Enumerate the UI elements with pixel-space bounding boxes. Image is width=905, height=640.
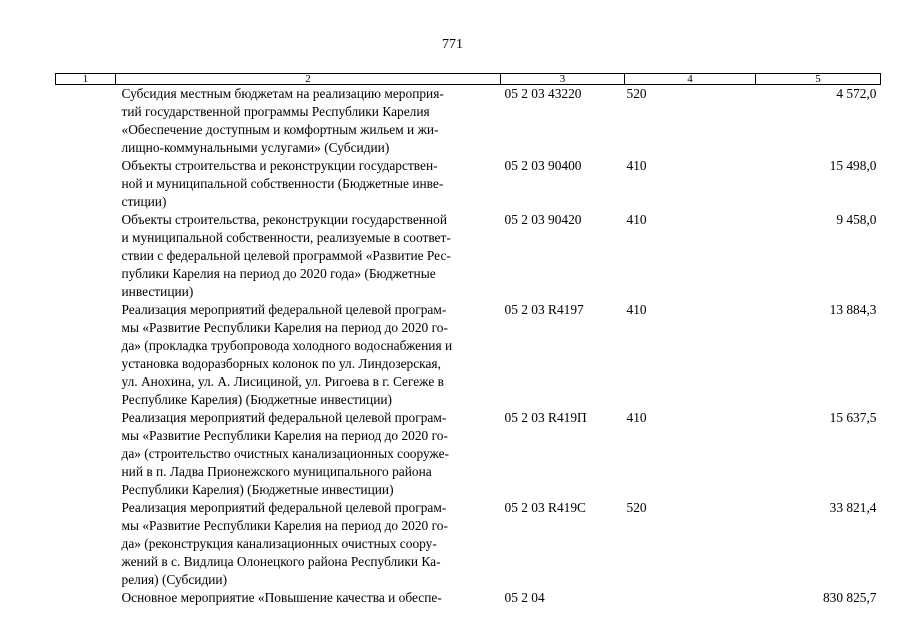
description-line: ной и муниципальной собственности (Бюджетные инве- — [121, 176, 444, 191]
table-row — [56, 211, 881, 301]
description-line: жений в с. Видлица Олонецкого района Республики Ка- — [121, 554, 441, 569]
row-amount: 4 572,0 — [836, 86, 877, 101]
row-description — [116, 589, 501, 607]
row-amount: 830 825,7 — [822, 590, 877, 605]
row-code: 05 2 03 90400 — [504, 158, 582, 173]
description-line: установка водоразборных колонок по ул. Линдозерская, — [121, 356, 441, 371]
row-amount: 9 458,0 — [836, 212, 877, 227]
table-row — [56, 409, 881, 499]
row-code: 05 2 03 90420 — [504, 212, 582, 227]
description-line: мы «Развитие Республики Карелия на период до 2020 го- — [121, 428, 448, 443]
description-line: лищно-коммунальными услугами» (Субсидии) — [121, 140, 390, 155]
row-expense-type: 410 — [626, 302, 647, 317]
row-expense-type: 410 — [626, 212, 647, 227]
table-row — [56, 301, 881, 409]
column-header-4: 4 — [625, 74, 756, 85]
table-row — [56, 157, 881, 211]
row-code: 05 2 03 R419С — [504, 500, 586, 515]
row-code: 05 2 03 R4197 — [504, 302, 584, 317]
row-amount: 13 884,3 — [829, 302, 877, 317]
description-line: мы «Развитие Республики Карелия на период до 2020 го- — [121, 320, 448, 335]
column-header-1: 1 — [56, 74, 116, 85]
row-number-cell — [56, 589, 116, 607]
description-line: тий государственной программы Республики Карелия — [121, 104, 430, 119]
description-line: ствии с федеральной целевой программой «Развитие Рес- — [121, 248, 451, 263]
description-line: публики Карелия на период до 2020 года» (Бюджетные — [121, 266, 436, 281]
description-line: и муниципальной собственности, реализуемые в соответ- — [121, 230, 451, 245]
row-amount: 15 498,0 — [829, 158, 877, 173]
description-line: Объекты строительства и реконструкции государствен- — [121, 158, 438, 173]
row-description — [116, 409, 501, 499]
row-number-cell — [56, 409, 116, 499]
description-line: да» (реконструкция канализационных очистных соору- — [121, 536, 437, 551]
column-header-5: 5 — [756, 74, 881, 85]
row-description — [116, 157, 501, 211]
description-line: Субсидия местным бюджетам на реализацию мероприя- — [121, 86, 444, 101]
description-line: Республике Карелия) (Бюджетные инвестиции) — [121, 392, 392, 407]
row-number-cell — [56, 499, 116, 589]
description-line: Объекты строительства, реконструкции государственной — [121, 212, 448, 227]
table-row — [56, 499, 881, 589]
table-row — [56, 589, 881, 607]
description-line: да» (прокладка трубопровода холодного водоснабжения и — [121, 338, 453, 353]
row-code: 05 2 03 43220 — [504, 86, 582, 101]
description-line: да» (строительство очистных канализационных сооруже- — [121, 446, 449, 461]
table-row — [56, 85, 881, 158]
row-expense-type: 410 — [626, 410, 647, 425]
row-amount: 33 821,4 — [829, 500, 877, 515]
budget-table — [55, 73, 881, 607]
row-expense-type — [625, 589, 756, 607]
page-number: 771 — [442, 37, 463, 52]
row-description — [116, 211, 501, 301]
column-header-3: 3 — [501, 74, 625, 85]
description-line: Реализация мероприятий федеральной целевой програм- — [121, 302, 447, 317]
description-line: Республики Карелия) (Бюджетные инвестиции) — [121, 482, 394, 497]
row-number-cell — [56, 211, 116, 301]
row-amount: 15 637,5 — [829, 410, 877, 425]
row-number-cell — [56, 301, 116, 409]
row-description — [116, 301, 501, 409]
row-code: 05 2 04 — [504, 590, 545, 605]
row-code: 05 2 03 R419П — [504, 410, 587, 425]
description-line: Основное мероприятие «Повышение качества и обеспе- — [121, 590, 442, 605]
description-line: ул. Анохина, ул. А. Лисициной, ул. Ригоева в г. Сегеже в — [121, 374, 444, 389]
description-line: Реализация мероприятий федеральной целевой програм- — [121, 500, 447, 515]
column-header-2: 2 — [116, 74, 501, 85]
row-expense-type: 410 — [626, 158, 647, 173]
table-body — [56, 85, 881, 608]
table-header-row — [56, 74, 881, 85]
row-description — [116, 85, 501, 158]
description-line: мы «Развитие Республики Карелия на период до 2020 го- — [121, 518, 448, 533]
row-number-cell — [56, 157, 116, 211]
row-number-cell — [56, 85, 116, 158]
description-line: инвестиции) — [121, 284, 194, 299]
description-line: релия) (Субсидии) — [121, 572, 228, 587]
row-description — [116, 499, 501, 589]
description-line: Реализация мероприятий федеральной целевой програм- — [121, 410, 447, 425]
description-line: «Обеспечение доступным и комфортным жильем и жи- — [121, 122, 439, 137]
description-line: стиции) — [121, 194, 167, 209]
row-expense-type: 520 — [626, 500, 647, 515]
row-expense-type: 520 — [626, 86, 647, 101]
description-line: ний в п. Ладва Прионежского муниципального района — [121, 464, 432, 479]
